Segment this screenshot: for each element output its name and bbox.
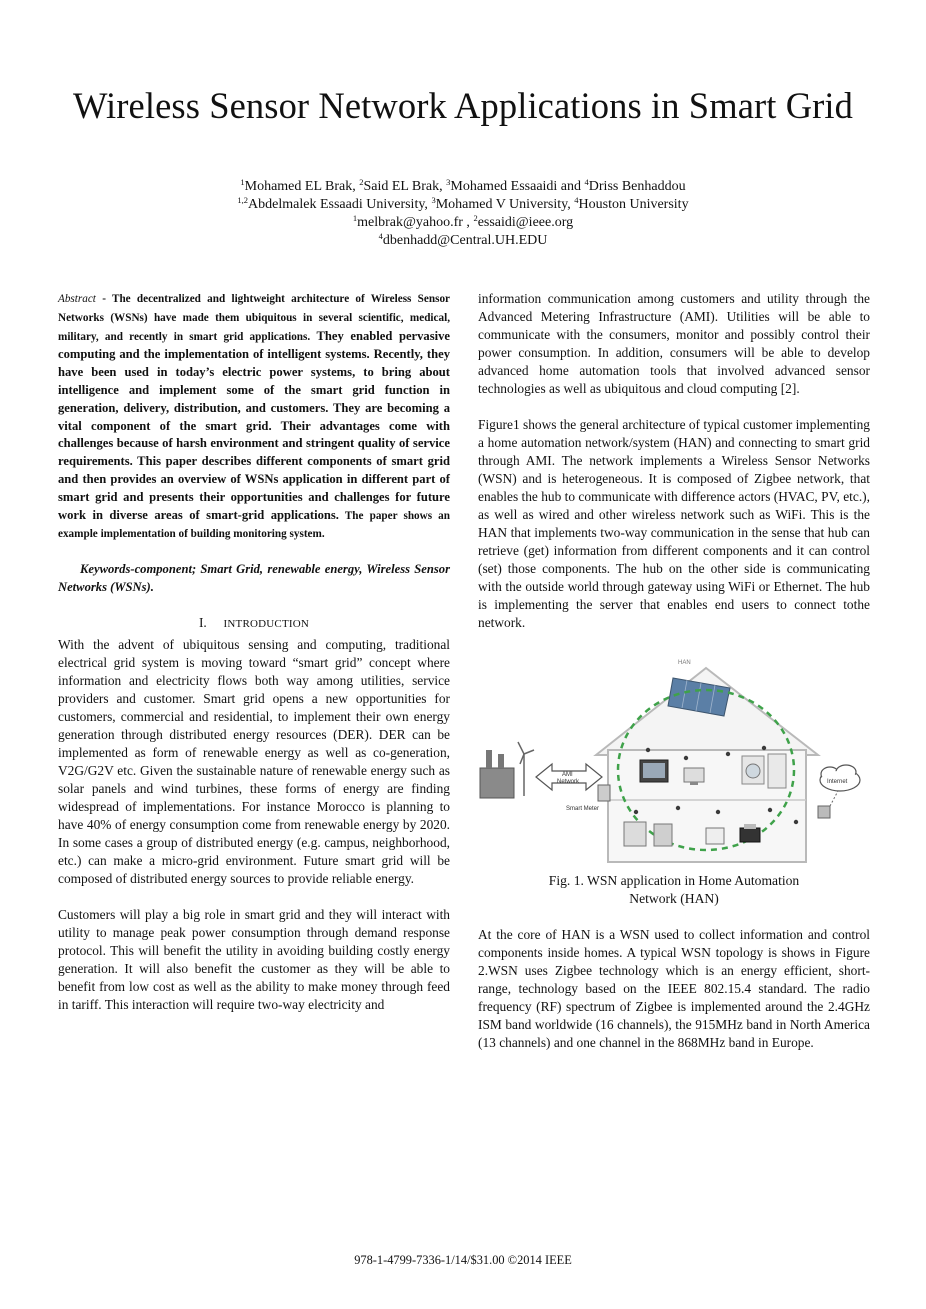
han-label: HAN	[678, 660, 691, 666]
internet-label: Internet	[827, 779, 848, 785]
copyright-footer: 978-1-4799-7336-1/14/$31.00 ©2014 IEEE	[354, 1253, 572, 1267]
intro-paragraph-2: Customers will play a big role in smart grid and they will interact with utility to manage peak power consumption through demand response protocol. This will benefit the utility in avoiding building costly energy generation. It will also benefit the customer as they will be able to benefit from low cost as well as the ability to make money through feed in tariff. This interaction will require two-way electricity and	[58, 907, 450, 1013]
fridge-icon	[768, 754, 786, 788]
paper-title: Wireless Sensor Network Applications in Smart Grid	[72, 85, 854, 126]
section-heading-introduction: I. INTRODUCTION	[198, 615, 310, 631]
left-column	[58, 290, 450, 1014]
author-email-4: $^4$dbenhadd@Central.UH.EDU	[378, 231, 548, 248]
keywords: Keywords-component; Smart Grid, renewable energy, Wireless Sensor Networks (WSNs).	[58, 562, 450, 595]
network-label: Network	[557, 779, 580, 785]
ami-network-arrow	[536, 764, 602, 790]
power-plant-icon	[480, 750, 514, 798]
smart-meter-label: Smart Meter	[566, 806, 600, 812]
author-names: $^1$Mohamed EL Brak, $^2$Said EL Brak, $^3$Mohamed Essaaidi and $^4$Driss Benhaddou	[240, 177, 686, 194]
smart-meter-icon	[598, 785, 610, 801]
figure-caption: Fig. 1. WSN application in Home Automation Network (HAN)	[548, 873, 800, 906]
abstract-label: Abstract	[58, 293, 96, 305]
computer-icon	[684, 768, 704, 785]
tv-icon	[640, 760, 668, 782]
right-paragraph-1: information communication among customers and utility through the Advanced Metering Infrastructure (AMI). Utilities will be able to communicate with the consumers, monitor and possibly control their power consumption. In addition, consumers will be able to develop advanced home automation tools that involved advanced sensor technologies as well as ubiquitous and cloud computing [2].	[478, 291, 870, 396]
abstract: Abstract - The decentralized and lightweight architecture of Wireless Sensor Networks (WSNs) have made them ubiquitous in several scientific, medical, military, and recently in smart grid applications. They enabled pervasive computing and the implementation of intelligent systems. Recently, they have been used in today’s electric power systems, to bring about intelligence and implement some of the smart grid function in generation, delivery, distribution, and customers. They are becoming a vital component of the smart grid. Their advantages come with challenges because of harsh environment and stringent quality of service requirements. This paper describes different components of smart grid and then provides an overview of WSNs application in different part of smart grid and presents their opportunities and challenges for future work in diverse areas of smart-grid applications. The paper shows an example implementation of building monitoring system.	[58, 293, 451, 541]
stove-icon	[624, 822, 646, 846]
internet-cloud-icon	[820, 765, 860, 791]
figure-han-diagram	[478, 650, 870, 872]
han-illustration	[478, 650, 870, 872]
ami-label: AMI	[562, 772, 573, 778]
appliance-icon	[654, 824, 672, 846]
right-column	[478, 290, 870, 1052]
author-affiliations: $^{1,2}$Abdelmalek Essaadi University, $^3$Mohamed V University, $^4$Houston University	[237, 195, 689, 212]
author-emails: $^1$melbrak@yahoo.fr , $^2$essaidi@ieee.org	[352, 213, 574, 230]
right-paragraph-2: Figure1 shows the general architecture of typical customer implementing a home automation network/system (HAN) and connecting to smart grid through AMI. The network implements a Wireless Sensor Networks (WSN) and is heterogeneous. It is composed of Zigbee network, that enables the hub to communicate with difference actors (HVAC, PV, etc.), as well as wired and other wireless network such as WiFi. This is the HAN that implements two-way communication in the sense that hub can retrieve (get) information from different components and it can control (set) those components. The hub on the other side is communicating with the outside world through gateway using WiFi or Ethernet. The hub is implementing the server that enables end users to connect tothe network.	[478, 417, 870, 630]
wind-turbine-icon	[518, 742, 534, 796]
intro-paragraph-1: With the advent of ubiquitous sensing and computing, traditional electrical grid system is moving toward “smart grid” concept where information and electricity flows both way among utilities, service providers and customer. Smart grid opens a new opportunities for customers, commercial and residential, to implement their own energy generation through distributed energy resources (DER). DER can be implemented as form of renewable energy as well as co-generation, V2G/G2V etc. Given the sustainable nature of renewable energy such as solar panels and wind turbines, these forms of energy are finding widespread of implementations. For instance Morocco is planning to have 40% of energy consumption come from renewable energy by 2020. In some cases a group of distributed energy (e.g. campus, neighborhood, etc.) can make a micro-grid environment. Future smart grid will be composed of distributed energy sources to provide reliable energy.	[58, 637, 450, 887]
right-paragraph-3: At the core of HAN is a WSN used to collect information and control components inside homes. A typical WSN topology is shows in Figure 2.WSN uses Zigbee technology which is an energy efficient, short-range, technology based on the IEEE 802.15.4 standard. The radio frequency (RF) spectrum of Zigbee is implemented around the 2.4GHz ISM band worldwide (16 channels), the 915MHz band in North America (13 channels) and one channel in the 868MHz band in Europe.	[478, 927, 870, 1050]
thermostat-icon	[706, 828, 724, 844]
author-block	[0, 178, 926, 250]
washer-icon	[742, 756, 764, 784]
gateway-icon	[818, 806, 830, 818]
